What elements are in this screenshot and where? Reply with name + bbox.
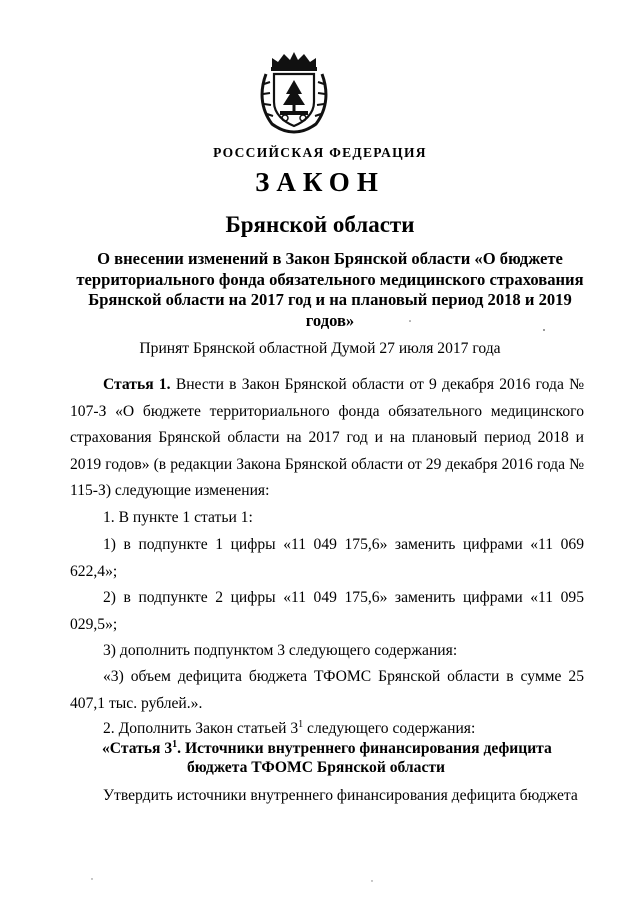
article-3-1-title-start: «Статья 3 xyxy=(102,740,173,757)
item-2-text-end: следующего содержания: xyxy=(303,720,476,737)
subitem-1: 1) в подпункте 1 цифры «11 049 175,6» заменить цифрами «11 069 622,4»; xyxy=(70,536,584,580)
document-type-heading: ЗАКОН xyxy=(255,167,385,197)
item-1: 1. В пункте 1 статьи 1: xyxy=(103,509,253,526)
subitem-2: 2) в подпункте 2 цифры «11 049 175,6» заменить цифрами «11 095 029,5»; xyxy=(70,589,584,633)
article-3-1-title-end: . Источники внутреннего финансирования дефицита xyxy=(177,740,552,757)
item-2-text: 2. Дополнить Закон статьей 3 xyxy=(103,720,299,737)
subitem-3: 3) дополнить подпунктом 3 следующего содержания: xyxy=(103,642,458,659)
item-2-sup: 1 xyxy=(298,719,304,730)
article-1-label: Статья 1. xyxy=(103,376,171,393)
region-heading: Брянской области xyxy=(225,212,415,237)
article-1-intro xyxy=(70,372,584,505)
country-heading: РОССИЙСКАЯ ФЕДЕРАЦИЯ xyxy=(213,145,427,160)
adoption-note: Принят Брянской областной Думой 27 июля 2017 года xyxy=(139,340,501,357)
article-3-1-title-line2: бюджета ТФОМС Брянской области xyxy=(187,759,446,776)
coat-of-arms-icon xyxy=(258,50,330,134)
law-subject-title: О внесении изменений в Закон Брянской области «О бюджете территориального фонда обязательного медицинского страхования Брянской области на 2017 год и на плановый период 2018 и 2019 годов» xyxy=(76,249,584,330)
article-3-1-title xyxy=(102,739,592,777)
subitem-3-quote: «3) объем дефицита бюджета ТФОМС Брянской области в сумме 25 407,1 тыс. рублей.». xyxy=(70,668,584,712)
article-3-1-sup: 1 xyxy=(172,739,178,750)
article-3-1-text: Утвердить источники внутреннего финансирования дефицита бюджета xyxy=(103,787,578,804)
article-1-intro-text: Внести в Закон Брянской области от 9 декабря 2016 года № 107-З «О бюджете территориального фонда обязательного медицинского страхования Брянской области на 2017 год и на плановый период 2018 и 2019 годов» (в редакции Закона Брянской области от 29 декабря 2016 года № 115-З) следующие изменения: xyxy=(70,376,584,499)
